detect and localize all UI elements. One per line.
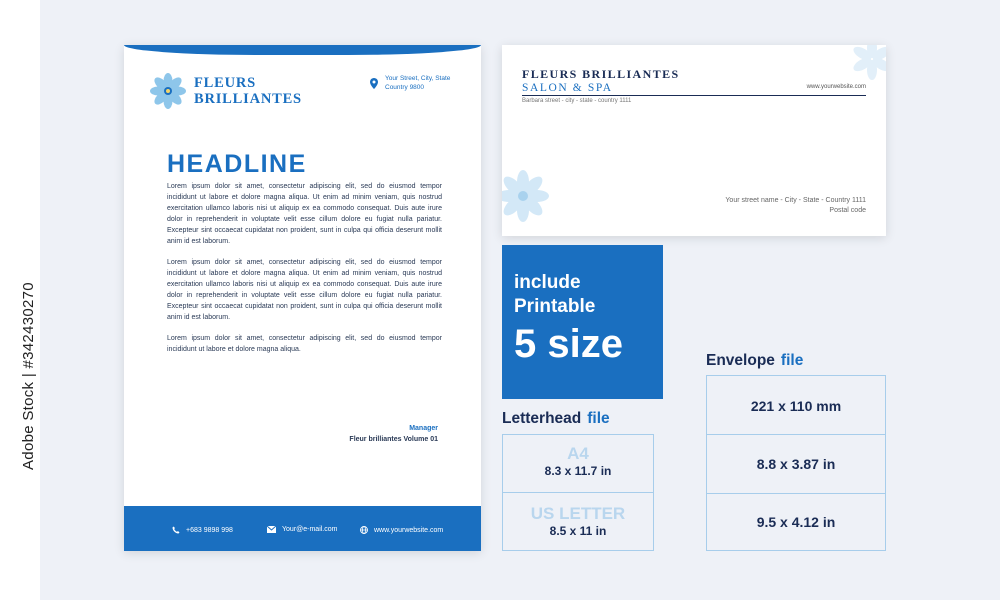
letterhead-sizes-title bbox=[502, 410, 610, 428]
letterhead-sizes-label: Letterhead bbox=[502, 410, 582, 427]
address-line-1: Your Street, City, State bbox=[385, 75, 451, 82]
footer-website bbox=[360, 526, 443, 534]
envelope-website: www.yourwebsite.com bbox=[806, 84, 866, 90]
letterhead-sizes-suffix: file bbox=[587, 410, 610, 427]
envelope-brand: FLEURS BRILLIANTES bbox=[522, 67, 680, 81]
envelope-subtitle: SALON & SPA bbox=[522, 82, 613, 94]
signoff-name: Fleur brilliantes Volume 01 bbox=[349, 436, 438, 443]
letterhead-size-a4 bbox=[502, 434, 654, 493]
footer-phone-text: +683 9898 998 bbox=[186, 526, 233, 534]
size-a4-label: A4 bbox=[567, 444, 589, 463]
envelope-recipient-line-1: Your street name - City - State - Country 1111 bbox=[725, 197, 866, 204]
envelope-size-2-text: 8.8 x 3.87 in bbox=[756, 456, 836, 472]
location-pin-icon bbox=[370, 78, 378, 89]
letterhead-headline: HEADLINE bbox=[167, 150, 307, 178]
size-us-letter-label: US LETTER bbox=[530, 504, 626, 523]
footer-email bbox=[267, 526, 337, 533]
envelope-flower-icon bbox=[502, 169, 550, 223]
envelope-recipient-line-2: Postal code bbox=[829, 207, 866, 214]
flower-logo-icon bbox=[150, 73, 186, 109]
size-us-letter-dimensions: 8.5 x 11 in bbox=[549, 524, 607, 538]
letterhead-size-us-letter bbox=[502, 492, 654, 551]
promo-line-3: 5 size bbox=[514, 322, 623, 366]
promo-line-2: Printable bbox=[514, 296, 596, 317]
body-paragraph-2: Lorem ipsum dolor sit amet, consectetur adipiscing elit, sed do eiusmod tempor incididunt ut labore et dolore magna aliqua. Ut enim ad minim veniam, quis nostrud exercitation ullamco laboris nisi ut aliquip ex ea commodo consequat. Duis aute irure dolor in reprehenderit in voluptate velit esse cillum dolore eu fugiat nulla pariatur. Excepteur sint occaecat cupidatat non proident, sunt in culpa qui officia deserunt mollit anim id est laborum. bbox=[167, 259, 442, 321]
footer-phone bbox=[172, 526, 233, 534]
envelope-size-1 bbox=[706, 375, 886, 435]
envelope-card bbox=[502, 45, 886, 236]
envelope-sizes-label: Envelope bbox=[706, 352, 775, 369]
size-a4-dimensions: 8.3 x 11.7 in bbox=[544, 464, 612, 478]
envelope-size-3 bbox=[706, 493, 886, 551]
brand-line-1: FLEURS bbox=[194, 75, 257, 91]
envelope-corner-flower-icon bbox=[850, 45, 886, 81]
footer-email-text: Your@e-mail.com bbox=[282, 526, 338, 533]
envelope-sender-address: Barbara street - city - state - country 1111 bbox=[522, 98, 632, 104]
address-line-2: Country 9800 bbox=[385, 84, 425, 91]
globe-icon bbox=[360, 526, 368, 534]
envelope-size-1-text: 221 x 110 mm bbox=[750, 398, 842, 414]
letterhead-brand bbox=[194, 75, 302, 107]
envelope-size-2 bbox=[706, 434, 886, 494]
envelope-sizes-title bbox=[706, 352, 803, 370]
body-paragraph-1: Lorem ipsum dolor sit amet, consectetur adipiscing elit, sed do eiusmod tempor incididunt ut labore et dolore magna aliqua. Ut enim ad minim veniam, quis nostrud exercitation ullamco laboris nisi ut aliquip ex ea commodo consequat. Duis aute irure dolor in reprehenderit in voluptate velit esse cillum dolore eu fugiat nulla pariatur. Excepteur sint occaecat cupidatat non proident, sunt in culpa qui officia deserunt mollit anim id est laborum. bbox=[167, 183, 442, 245]
body-paragraph-3: Lorem ipsum dolor sit amet, consectetur adipiscing elit, sed do eiusmod tempor incididunt ut labore et dolore magna aliqua. bbox=[167, 335, 442, 353]
letterhead-page bbox=[124, 45, 481, 551]
phone-icon bbox=[172, 526, 180, 534]
letterhead-top-band bbox=[124, 45, 481, 55]
envelope-size-3-text: 9.5 x 4.12 in bbox=[756, 514, 836, 530]
letterhead-address bbox=[385, 74, 450, 92]
envelope-divider bbox=[522, 95, 866, 96]
brand-line-2: BRILLIANTES bbox=[194, 91, 302, 107]
footer-website-text: www.yourwebsite.com bbox=[374, 526, 444, 534]
signoff-role: Manager bbox=[409, 425, 438, 432]
stock-watermark-text: Adobe Stock | #342430270 bbox=[20, 282, 37, 470]
envelope-sizes-suffix: file bbox=[780, 352, 804, 369]
promo-line-1: include bbox=[514, 272, 581, 293]
mail-icon bbox=[267, 526, 276, 533]
